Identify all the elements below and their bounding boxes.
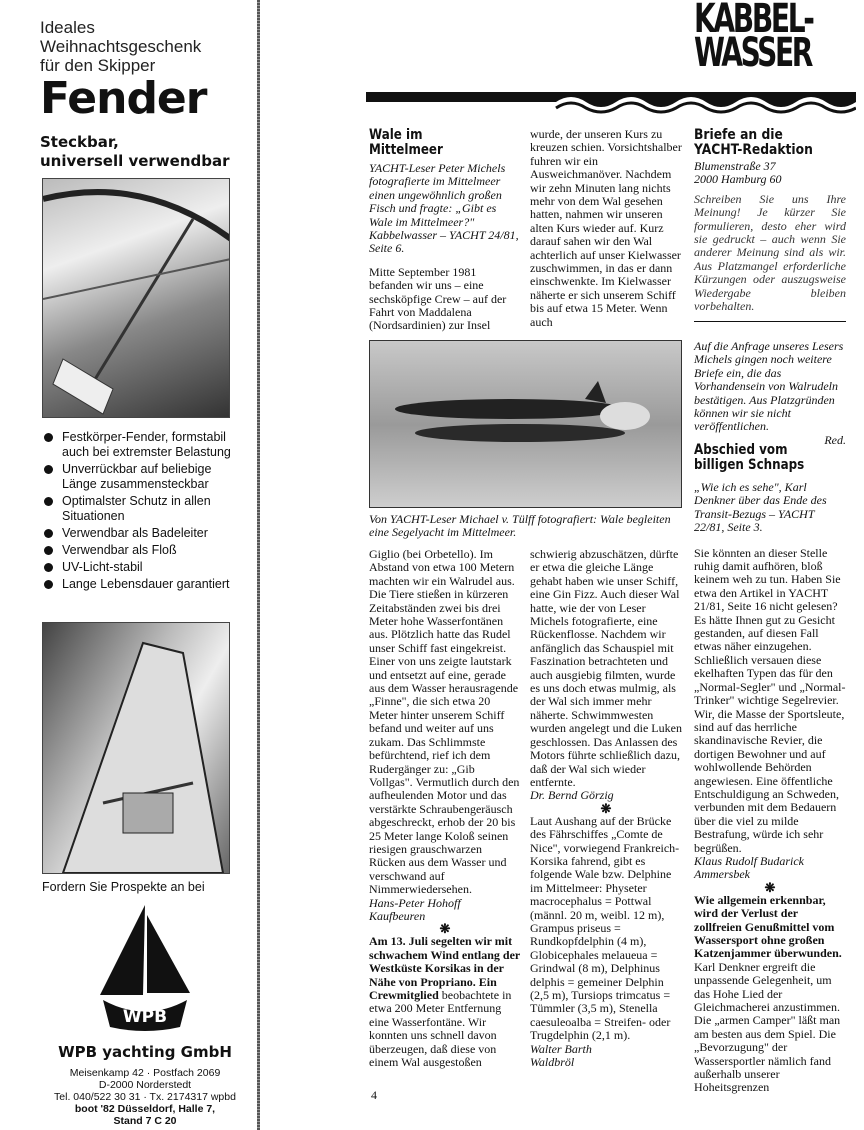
address-line: Meisenkamp 42 · Postfach 2069 bbox=[69, 1067, 221, 1079]
list-item: Festkörper-Fender, formstabil auch bei extremster Belastung bbox=[42, 430, 242, 460]
box-headline bbox=[694, 128, 823, 158]
signature-city: Kaufbeuren bbox=[369, 908, 426, 923]
ad-subtitle bbox=[40, 133, 240, 171]
article-wale-col1-bottom bbox=[369, 548, 521, 1069]
signature-city: Waldbröl bbox=[530, 1055, 575, 1070]
whale-photo bbox=[369, 340, 682, 508]
section-title-line: WASSER bbox=[694, 30, 812, 76]
headline-line: Briefe an die bbox=[694, 127, 783, 143]
headline-line: billigen Schnaps bbox=[694, 457, 805, 473]
article-lede: YACHT-Leser Peter Michels fotografierte im Mittelmeer einen ungewöhnlich großen Fisch und fragte: „Gibt es Wale im Mittelmeer?" Kabbelwasser – YACHT 24/81, Seite 6. bbox=[369, 161, 519, 256]
article-wale-col2-top bbox=[530, 128, 682, 329]
article-lede: „Wie ich es sehe", Karl Denkner über das Ende des Transit-Bezugs – YACHT 22/81, Seite 3. bbox=[694, 480, 827, 535]
company-info bbox=[40, 1043, 250, 1127]
boot-info-line: boot '82 Düsseldorf, Halle 7, bbox=[74, 1103, 216, 1115]
logo-text: WPB bbox=[122, 1007, 168, 1027]
article-wale-col1-top bbox=[369, 128, 521, 333]
article-paragraph bbox=[694, 894, 846, 1095]
paragraph-body: Karl Denkner ergreift die unpassende Gelegenheit, um das Hohe Lied der Gleichmacherei anzustimmen. Die „armen Camper" läßt man am besten aus dem Spiel. Die „Bevorzugung" der Wassersportler nämlich fand außerhalb unserer Hoheitsgrenzen bbox=[694, 959, 841, 1095]
ad-intro-line: Weihnachtsgeschenk bbox=[40, 37, 202, 56]
boat-photo bbox=[42, 622, 230, 874]
box-rule bbox=[694, 321, 846, 322]
whale-photo-illustration bbox=[370, 341, 682, 508]
ad-intro bbox=[40, 18, 240, 75]
editor-note bbox=[694, 340, 846, 447]
list-item: Verwendbar als Floß bbox=[42, 543, 242, 558]
company-name: WPB yachting GmbH bbox=[58, 1043, 232, 1061]
ad-cta: Fordern Sie Prospekte an bei bbox=[42, 880, 205, 894]
list-item: Unverrückbar auf beliebige Länge zusammensteckbar bbox=[42, 462, 242, 492]
fender-photo-illustration bbox=[43, 179, 230, 418]
section-title bbox=[694, 0, 819, 76]
article-paragraph: Sie könnten an dieser Stelle ruhig damit aufhören, bloß keinem weh zu tun. Haben Sie etwa den Artikel in YACHT 21/81, Seite 16 nicht gelesen? Es hätte Ihnen gut zu Gesicht gestanden, auf diesen Fall etwas näher einzugehen. Schließlich versauen diese ekelhaften Typen das für den „Normal-Segler" und „Normal-Trinker" wichtige Segelrevier. Wir, die Masse der Sportsleute, sind auf das herrliche skandinavische Revier, die dortigen Bewohner und auf wohlwollende Behörden angewiesen. Eine öffentliche Entschuldigung an Schweden, verbunden mit dem Bedauern über die viel zu milde Bestrafung, würde ich sehr begrüßen. bbox=[694, 545, 846, 855]
article-paragraph: Giglio (bei Orbetello). Im Abstand von etwa 100 Metern machten wir ein Walrudel aus. Die Tiere stießen in kürzeren Zeitabständen zwei bis drei Meter hohe Wasserfontänen aus. Plötzlich hatte das Rudel unser Schiff fast eingekreist. Einer von uns zeigte lautstark und entsetzt auf eine, gerade aus dem Wasser herausragende „Finne", die sich etwa 20 Meter hinter unserem Schiff befand und weiter auf uns zukam. Das Schlimmste befürchtend, rief ich dem Rudergänger zu: „Gib Vollgas". Vermutlich durch den aufheulenden Motor und das verstärkte Schraubengeräusch abgeschreckt, erhob der 20 bis 25 Meter lange Koloß seinen riesigen grauschwarzen Rücken aus dem Wasser und verschwand auf Nimmerwiedersehen. bbox=[369, 547, 520, 897]
signature-name: Walter Barth bbox=[530, 1041, 592, 1056]
article-paragraph: wurde, der unseren Kurs zu kreuzen schien. Vorsichtshalber fuhren wir ein Ausweichmanöver. Nachdem wir zehn Minuten lang nichts mehr von dem Wal gesehen hatten, nahmen wir unseren alten Kurs wieder auf. Kurz darauf sahen wir den Wal achterlich auf unser Kielwasser zuschwimmen, in das er dann einschwenkte. Im Kielwasser näherte er sich unserem Schiff bis auf etwa 15 Meter. Wenn auch bbox=[530, 127, 682, 329]
address-line: D-2000 Norderstedt bbox=[98, 1079, 192, 1091]
ad-title: Fender bbox=[40, 73, 207, 124]
ad-subtitle-line: Steckbar, bbox=[40, 133, 119, 151]
list-item: Optimalster Schutz in allen Situationen bbox=[42, 494, 242, 524]
ad-feature-list bbox=[42, 430, 242, 594]
page-number: 4 bbox=[371, 1088, 377, 1102]
article-schnaps bbox=[694, 443, 846, 1095]
boat-photo-illustration bbox=[43, 623, 230, 874]
separator-star-icon: ❋ bbox=[764, 879, 776, 895]
editor-sign: Red. bbox=[824, 432, 846, 447]
signature-name: Hans-Peter Hohoff bbox=[369, 895, 461, 910]
article-headline bbox=[694, 443, 823, 473]
headline-line: YACHT-Redaktion bbox=[694, 142, 813, 158]
article-paragraph: Laut Aushang auf der Brücke des Fährschiffes „Comte de Nice", vorwiegend Frankreich-Korsika fahrend, gibt es folgende Wale bzw. Delphine im Mittelmeer: Physeter macrocephalus = Pottwal (männl. 20 m, weibl. 12 m), Grampus priseus = Rundkopfdelphin (4 m), Globicephales melaueua = Grindwal (8 m), Delphinus delphis = gemeiner Delphin (2,5 m), Tursiops trimcatus = Tümmler (3,5 m), Stenella caesuleoalba = Streifen- oder Trugdelphin (2,1 m). bbox=[530, 813, 680, 1043]
headline-line: Abschied vom bbox=[694, 442, 788, 458]
signature-city: Ammersbek bbox=[694, 867, 750, 882]
signature-name: Klaus Rudolf Budarick bbox=[694, 853, 804, 868]
list-item: Verwendbar als Badeleiter bbox=[42, 526, 242, 541]
signature-name: Dr. Bernd Görzig bbox=[530, 788, 614, 803]
headline-line: Mittelmeer bbox=[369, 142, 443, 158]
address-line: 2000 Hamburg 60 bbox=[694, 172, 782, 187]
separator-star-icon: ❋ bbox=[439, 921, 451, 937]
article-paragraph: schwierig abzuschätzen, dürfte er etwa die gleiche Länge gehabt haben wie unser Schiff, eine Gin Fizz. Auch dieser Wal hatte, wie der von Leser Michels fotografierte, eine Rückenflosse. Nachdem wir anfänglich das Schauspiel mit Faszination betrachteten und auch ausgiebig filmten, wurde es uns doch etwas mulmig, als der Wal sich immer mehr näherte. Schwimmwesten wurden angelegt und die Luken geschlossen. Das Anlassen des Motors führte schließlich dazu, daß der Wal sich wieder entfernte. bbox=[530, 547, 682, 789]
article-wale-col2-bottom bbox=[530, 548, 682, 1069]
fender-photo bbox=[42, 178, 230, 418]
letters-policy: Schreiben Sie uns Ihre Meinung! Je kürzer Sie formulieren, desto eher wird sie gedruckt – auch wenn Sie anderer Meinung sind als wir. Aus Platzmangel erforderliche Kürzungen oder auszugsweise Wiedergabe bleiben vorbehalten. bbox=[694, 191, 846, 314]
fender-ad bbox=[40, 18, 240, 171]
paragraph-intro: Wie allgemein erkennbar, wird der Verlust der zollfreien Genußmittel vom Wassersport ohne großen Katzenjammer überwunden. bbox=[694, 892, 842, 961]
wpb-sailboat-logo bbox=[95, 905, 195, 1035]
ad-intro-line: Ideales bbox=[40, 18, 95, 37]
wave-banner bbox=[366, 88, 856, 116]
ad-intro-line: für den Skipper bbox=[40, 56, 156, 75]
ad-subtitle-line: universell verwendbar bbox=[40, 152, 230, 170]
address-line: Blumenstraße 37 bbox=[694, 159, 776, 173]
list-item: UV-Licht-stabil bbox=[42, 560, 242, 575]
paragraph-body: beobachtete in etwa 200 Meter Entfernung eine Wasserfontäne. Wir konnten uns schnell davon überzeugen, daß diese von einem Wal ausgestoßen bbox=[369, 988, 512, 1070]
letters-info-box bbox=[694, 128, 846, 322]
paragraph-intro: Am 13. Juli segelten wir mit schwachem Wind entlang der Westküste Korsikas in der Nähe von Propriano. Ein Crewmitglied bbox=[369, 934, 521, 1002]
address-line: Tel. 040/522 30 31 · Tx. 2174317 wpbd bbox=[54, 1091, 236, 1103]
editorial-address bbox=[694, 160, 846, 187]
headline-line: Wale im bbox=[369, 127, 423, 143]
section-title-line: KABBEL- bbox=[694, 0, 813, 42]
article-headline bbox=[369, 128, 498, 158]
photo-caption: Von YACHT-Leser Michael v. Tülff fotografiert: Wale begleiten eine Segelyacht im Mittelmeer. bbox=[369, 512, 671, 539]
list-item: Lange Lebensdauer garantiert bbox=[42, 577, 242, 592]
article-paragraph: Mitte September 1981 befanden wir uns – eine sechsköpfige Crew – auf der Fahrt von Maddalena (Nordsardinien) zur Insel bbox=[369, 264, 507, 333]
separator-star-icon: ❋ bbox=[600, 800, 612, 816]
column-divider bbox=[257, 0, 260, 1130]
editor-note-text: Auf die Anfrage unseres Lesers Michels gingen noch weitere Briefe ein, die das Vorhandensein von Walrudeln bestätigen. Aus Platzgründen können wir sie nicht veröffentlichen. bbox=[694, 339, 844, 434]
article-paragraph bbox=[369, 935, 521, 1069]
boot-info-line: Stand 7 C 20 bbox=[113, 1115, 177, 1127]
